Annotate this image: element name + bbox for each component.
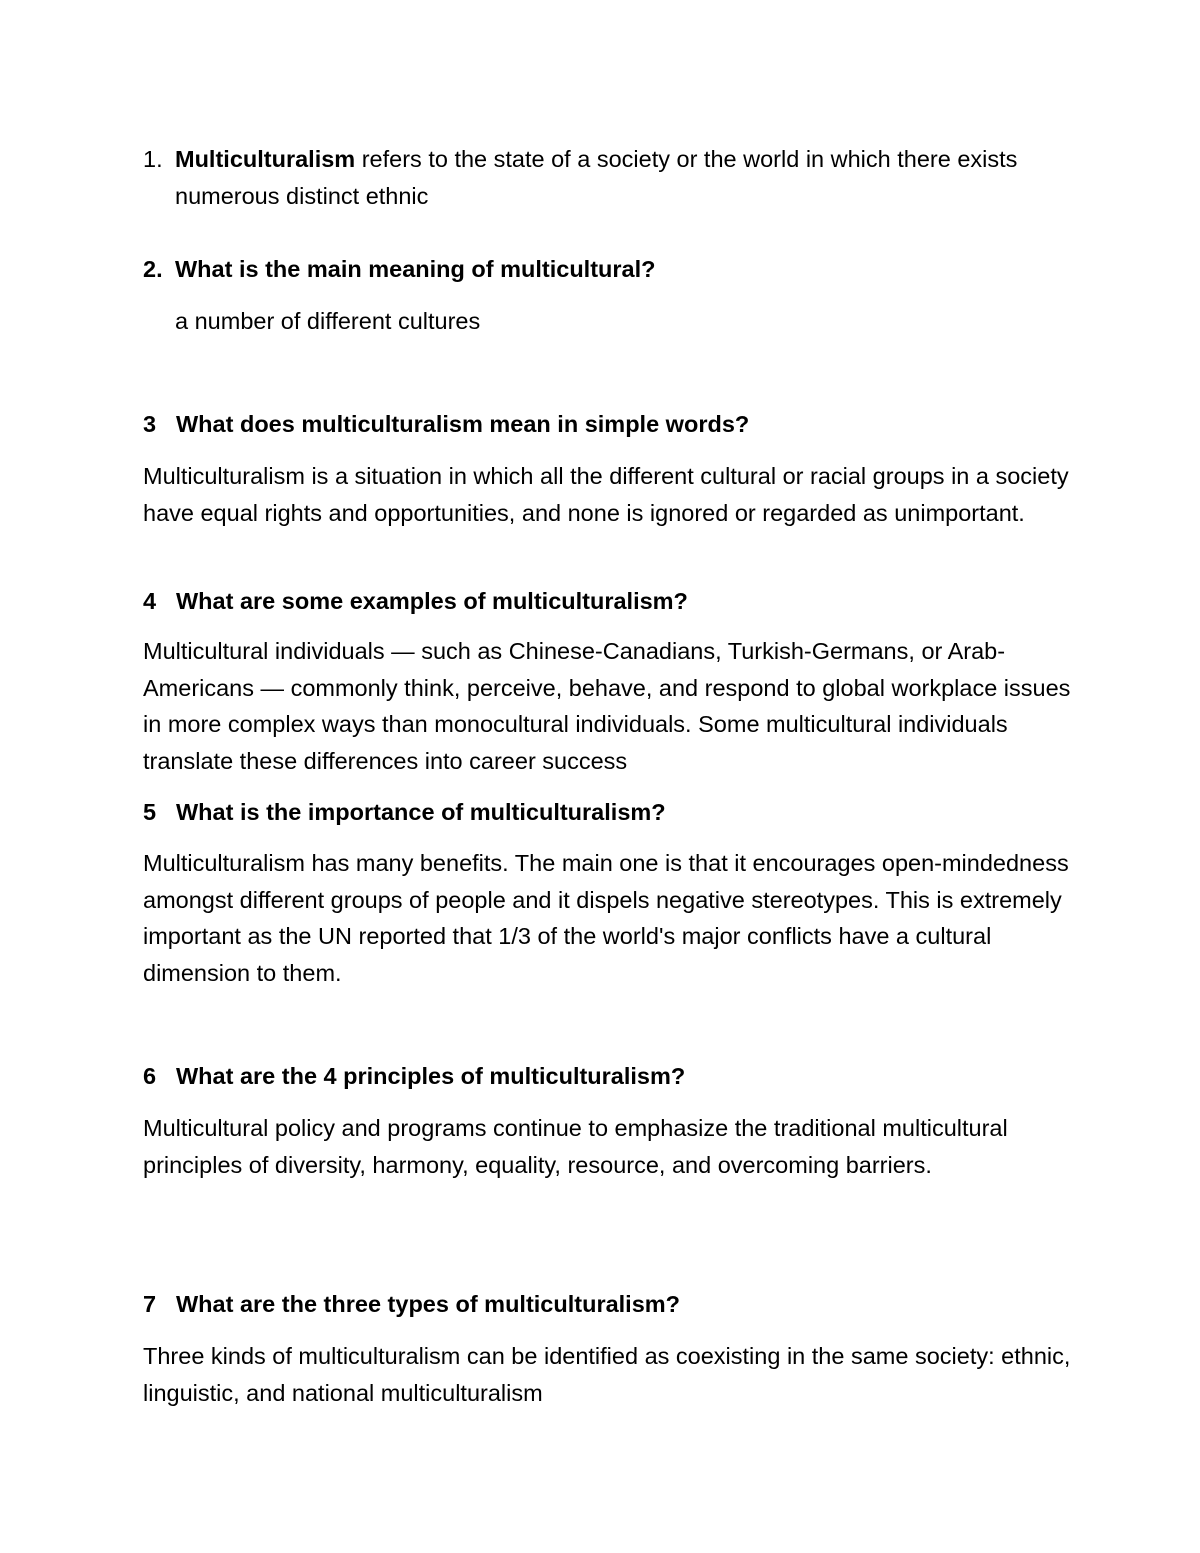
item-1-term: Multiculturalism — [175, 146, 356, 172]
item-3-question: What does multiculturalism mean in simple words? — [176, 411, 750, 437]
item-6-number: 6 — [143, 1063, 157, 1089]
item-2-question-line — [143, 251, 1075, 288]
item-4-answer: Multicultural individuals — such as Chinese-Canadians, Turkish-Germans, or Arab-Americans — commonly think, perceive, behave, and respond to global workplace issues in more complex ways than monocultural individuals. Some multicultural individuals translate these differences into career success — [143, 638, 1071, 774]
item-3-answer: Multiculturalism is a situation in which all the different cultural or racial groups in a society have equal rights and opportunities, and none is ignored or regarded as unimportant. — [143, 463, 1069, 526]
item-2-question: What is the main meaning of multicultural? — [175, 256, 656, 282]
item-5-question: What is the importance of multiculturalism? — [176, 799, 666, 825]
item-7-number: 7 — [143, 1291, 157, 1317]
item-6-question: What are the 4 principles of multiculturalism? — [176, 1063, 686, 1089]
item-2-answer: a number of different cultures — [175, 308, 481, 334]
item-5-answer: Multiculturalism has many benefits. The main one is that it encourages open-mindedness amongst different groups of people and it dispels negative stereotypes. This is extremely important as the UN reported that 1/3 of the world's major conflicts have a cultural dimension to them. — [143, 850, 1069, 986]
item-7-answer: Three kinds of multiculturalism can be identified as coexisting in the same society: ethnic, linguistic, and national multiculturalism — [143, 1343, 1071, 1406]
item-4-number: 4 — [143, 588, 157, 614]
item-1-text: refers to the state of a society or the world in which there exists numerous distinct ethnic — [175, 146, 1018, 209]
item-4-question: What are some examples of multiculturalism? — [176, 588, 688, 614]
item-1 — [143, 141, 1075, 214]
item-2-number: 2. — [143, 256, 163, 282]
item-3-number: 3 — [143, 411, 157, 437]
item-1-number: 1. — [143, 146, 163, 172]
item-5-number: 5 — [143, 799, 157, 825]
item-7-question: What are the three types of multiculturalism? — [176, 1291, 681, 1317]
item-6-answer: Multicultural policy and programs continue to emphasize the traditional multicultural principles of diversity, harmony, equality, resource, and overcoming barriers. — [143, 1115, 1008, 1178]
